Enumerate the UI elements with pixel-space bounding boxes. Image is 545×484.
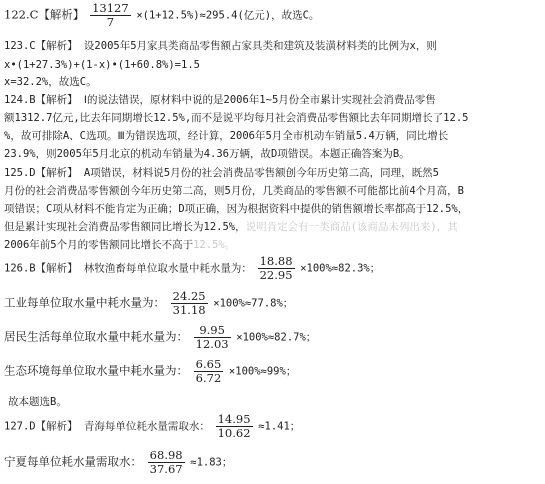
q127-f2-numerator: 68.98 <box>149 448 183 462</box>
q125-line2: 月份的社会消费品零售额创今年历史第二高，则5月份，几类商品的零售额不可能都比前4个月高，B <box>4 185 464 197</box>
q127-label: 127.D【解析】 青海每单位耗水量需取水： <box>4 420 210 433</box>
q127-f2-denominator: 37.67 <box>149 462 183 476</box>
q124-line4: 23.9%，则2005年5月北京的机动车销量为4.36万辆，故D项错误。本题正确答案为B。 <box>4 148 410 160</box>
q124-line2: 额1312.7亿元,比去年同期增长12.5%,而不是说平均每月社会消费品零售额比去年同期增长了12.5 <box>4 112 469 124</box>
q127-f2-tail: ≈1.83； <box>190 456 233 469</box>
q126-f4-denominator: 6.72 <box>195 371 222 385</box>
q126-line1 <box>4 255 380 282</box>
q123-line3: x=32.2%，故选C。 <box>4 76 97 88</box>
q125-line5a: 2006年前5个月的零售额同比增长不高于 <box>4 239 194 251</box>
q126-f4-tail: ×100%≈99%； <box>228 365 297 378</box>
q126-f3-numerator: 9.95 <box>194 324 231 338</box>
q123-line2: x•(1+27.3%)+(1-x)•(1+60.8%)=1.5 <box>4 59 200 71</box>
q127-line2 <box>4 449 232 476</box>
q126-label: 126.B【解析】 林牧渔畜每单位取水量中耗水量为： <box>4 262 252 275</box>
q122-denominator: 7 <box>106 15 115 29</box>
q127-f1-numerator: 14.95 <box>217 412 251 426</box>
q124-line3: %，故可排除A、C选项。Ⅲ为错误选项，经计算，2006年5月全市机动车销量5.4万辆，同比增长 <box>4 130 449 142</box>
q127-f1-denominator: 10.62 <box>217 426 251 440</box>
q127-fraction2 <box>148 449 185 476</box>
q125-line4 <box>4 220 458 234</box>
q124-line1: 124.B【解析】 Ⅰ的说法错误，原材料中说的是2006年1~5月份全市累计实现社会消费品零售 <box>4 94 436 106</box>
q126-fraction4 <box>194 358 224 385</box>
q126-line3 <box>4 324 316 351</box>
q122-rest: ×(1+12.5%)≈295.4(亿元)，故选C。 <box>136 9 320 22</box>
q126-l4-text: 生态环境每单位取水量中耗水量为： <box>4 363 188 378</box>
q126-l3-text: 居民生活每单位取水量中耗水量为： <box>4 329 188 344</box>
q125-line4a: 但是累计实现社会消费品零售额同比增长为12.5%， <box>4 221 246 233</box>
q125-line5 <box>4 238 235 252</box>
q126-f1-denominator: 22.95 <box>259 268 293 282</box>
q126-line2 <box>4 290 293 317</box>
q126-f3-denominator: 12.03 <box>195 337 229 351</box>
q122-label: 122.C【解析】 <box>4 7 85 22</box>
q125-line3: 项错误；C项从材料不能肯定为正确；D项正确，因为根据资料中提供的销售额增长率都高于12.5%， <box>4 203 469 215</box>
q122-fraction <box>90 2 131 29</box>
q126-f1-numerator: 18.88 <box>259 254 293 268</box>
q126-f2-tail: ×100%≈77.8%； <box>213 297 294 310</box>
q125-line4b: 说明肯定会有一类商品(该商品未列出来)，其 <box>245 221 458 233</box>
q126-f3-tail: ×100%≈82.7%； <box>236 331 317 344</box>
q126-l2-text: 工业每单位取水量中耗水量为： <box>4 295 165 310</box>
q126-fraction2 <box>171 290 208 317</box>
q126-f4-numerator: 6.65 <box>195 357 222 371</box>
q126-fraction3 <box>194 324 231 351</box>
q126-conclusion: 故本题选B。 <box>8 396 67 408</box>
q126-fraction1 <box>258 255 295 282</box>
q126-f1-tail: ×100%≈82.3%； <box>300 262 381 275</box>
q122-line <box>4 2 319 29</box>
q123-line1: 123.C【解析】 设2005年5月家具类商品零售额占家具类和建筑及装潢材料类的比例为x，则 <box>4 40 437 52</box>
q122-numerator: 13127 <box>92 1 129 15</box>
q127-line1 <box>4 413 300 440</box>
q127-l2-text: 宁夏每单位耗水量需取水： <box>4 454 142 469</box>
q126-line4 <box>4 358 296 385</box>
q126-f2-numerator: 24.25 <box>172 289 206 303</box>
q127-fraction1 <box>216 413 253 440</box>
q126-f2-denominator: 31.18 <box>172 303 206 317</box>
q127-f1-tail: ≈1.41； <box>258 420 301 433</box>
q125-line1: 125.D【解析】 A项错误，材料说5月份的社会消费品零售额创今年历史第二高，同理，既然5 <box>4 167 439 179</box>
q125-line5b: 12.5%。 <box>193 239 236 251</box>
